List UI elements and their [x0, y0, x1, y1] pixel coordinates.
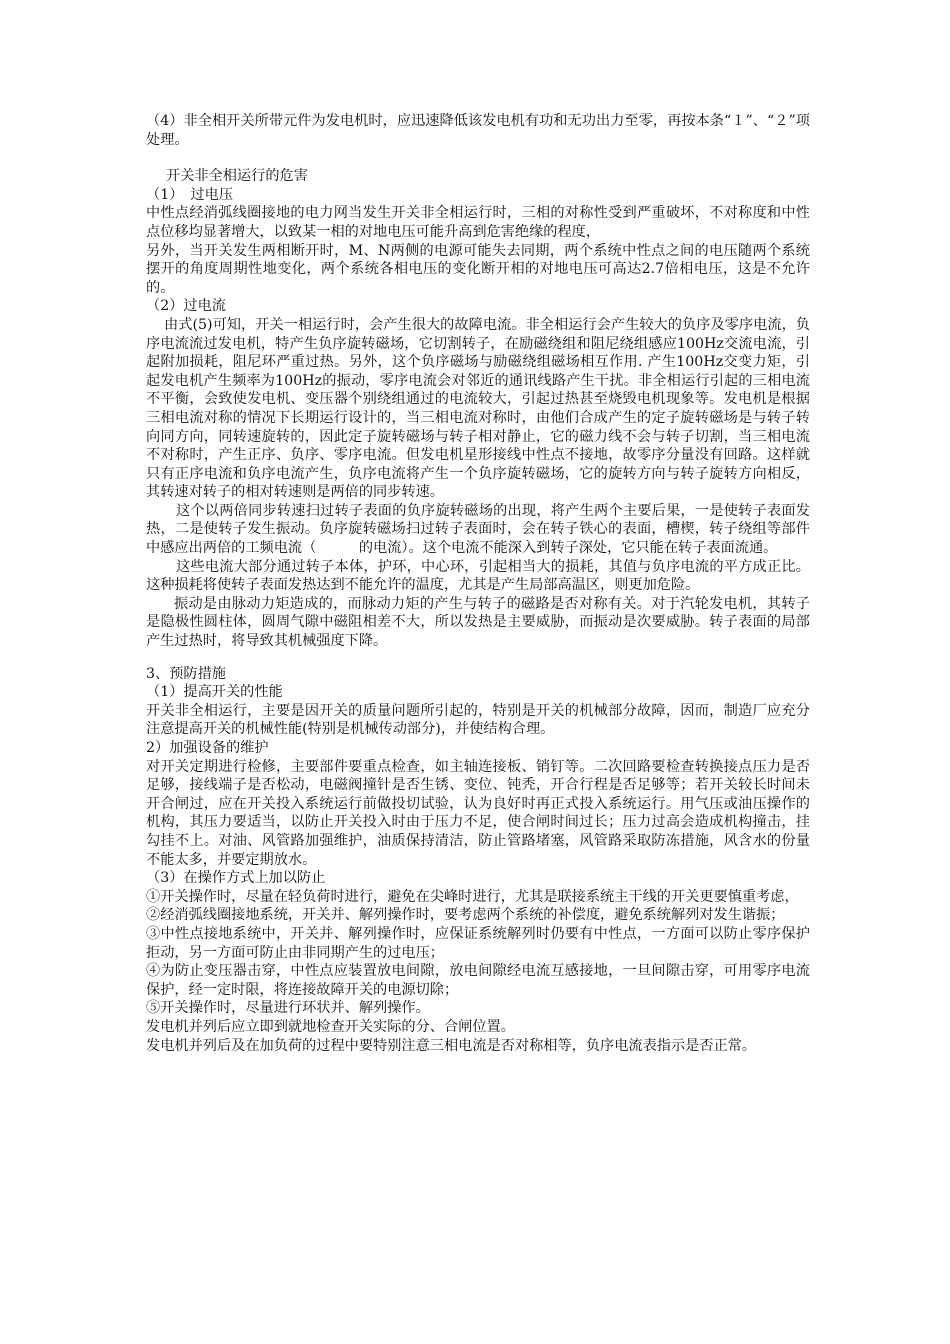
paragraph-overvoltage-1: 中性点经消弧线圈接地的电力网当发生开关非全相运行时，三相的对称性受到严重破坏，不对称度和中性点位移均显著增大，以致某一相的对地电压可能升高到危害绝缘的程度， — [146, 205, 810, 240]
heading-danger: 开关非全相运行的危害 — [166, 168, 308, 185]
paragraph-overcurrent-4: 振动是由脉动力矩造成的，而脉动力矩的产生与转子的磁路是否对称有关。对于汽轮发电机，其转子是隐极性圆柱体，圆周气隙中磁阻相差不大，所以发热是主要威胁，而振动是次要威胁。转子表面的局部产生过热时，将导致其机械强度下降。 — [146, 595, 810, 650]
paragraph-overvoltage-2: 另外，当开关发生两相断开时，M、N两侧的电源可能失去同期，两个系统中性点之间的电压随两个系统摆开的角度周期性地变化，两个系统各相电压的变化断开相的对地电压可高达2.7倍相电压，这是不允许的。 — [146, 242, 810, 296]
paragraph-prevention-1: 开关非全相运行，主要是因开关的质量问题所引起的，特别是开关的机械部分故障，因而，制造厂应充分注意提高开关的机械性能(特别是机械传动部分)，并使结构合理。 — [146, 702, 810, 738]
paragraph-generator-check: 发电机并列后应立即到就地检查开关实际的分、合闸位置。 — [146, 1018, 515, 1035]
paragraph-overcurrent-1: 由式(5)可知，开关一相运行时，会产生很大的故障电流。非全相运行会产生较大的负序及零序电流，负序电流流过发电机，特产生负序旋转磁场，它切割转子，在励磁绕组和阻尼绕组感应100Hz交流电流，引起附加损耗，阻尼环严重过热。另外，这个负序磁场与励磁绕组磁场相互作用. 产生100Hz交变力矩，引起发电机产生频率为100Hz的振动，零序电流会对邻近的通讯线路产生干扰。非全相运行引起的三相电流不平衡，会致使发电机、变压器个别绕组通过的电流较大，引起过热甚至烧毁电机现象等。发电机是根据三相电流对称的情况下长期运行设计的，当三相电流对称时，由他们合成产生的定子旋转磁场是与转子转向同方向，同转速旋转的，因此定子旋转磁场与转子相对静止，它的磁力线不会与转子切割，当三相电流不对称时，产生正序、负序、零序电流。但发电机星形接线中性点不接地，故零序分量没有回路。这样就只有正序电流和负序电流产生，负序电流将产生一个负序旋转磁场，它的旋转方向与转子旋转方向相反，其转速对转子的相对转速则是两倍的同步转速。 — [146, 316, 810, 501]
paragraph-prevention-2: 对开关定期进行检修，主要部件要重点检查，如主轴连接板、销钉等。二次回路要检查转换接点压力是否足够，接线端子是否松动，电磁阀撞针是否生锈、变位、钝秃，开合行程是否足够等；若开关较长时间未开合闸过，应在开关投入系统运行前做投切试验，认为良好时再正式投入系统运行。用气压或油压操作的机构，其压力要适当，以防止开关投入时由于压力不足，使合闸时间过长；压力过高会造成机构撞击，挂勾挂不上。对油、风管路加强维护，油质保持清洁，防止管路堵塞，风管路采取防冻措施，风含水的份量不能太多，并要定期放水。 — [146, 758, 810, 868]
heading-overvoltage: （1） 过电压 — [146, 186, 234, 203]
heading-prevention-3: （3）在操作方式上加以防止 — [146, 870, 326, 887]
heading-prevention-2: 2）加强设备的维护 — [146, 740, 269, 756]
heading-overcurrent: （2）过电流 — [146, 298, 226, 315]
paragraph-overcurrent-2: 这个以两倍同步转速扫过转子表面的负序旋转磁场的出现，将产生两个主要后果，一是使转子表面发热，二是使转子发生振动。负序旋转磁场扫过转子表面时，会在转子铁心的表面，槽楔，转子绕组等部件中感应出两倍的工频电流（ 的电流）。这个电流不能深入到转子深处，它只能在转子表面流通。 — [146, 502, 810, 557]
heading-prevention-1: （1）提高开关的性能 — [146, 684, 283, 701]
paragraph-overcurrent-3: 这些电流大部分通过转子本体，护环，中心环，引起相当大的损耗，其值与负序电流的平方成正比。这种损耗将使转子表面发热达到不能允许的温度，尤其是产生局部高温区，则更加危险。 — [146, 558, 810, 594]
document-page — [146, 112, 810, 1055]
paragraph-item-4: （4）非全相开关所带元件为发电机时，应迅速降低该发电机有功和无功出力至零，再按本条“１”、“２”项处理。 — [146, 113, 810, 148]
heading-prevention: 3、预防措施 — [146, 665, 226, 682]
list-item-operation-3: ③中性点接地系统中，开关并、解列操作时，应保证系统解列时仍要有中性点，一方面可以防止零序保护拒动，另一方面可防止由非同期产生的过电压； — [146, 925, 810, 961]
list-item-operation-4: ④为防止变压器击穿，中性点应装置放电间隙，放电间隙经电流互感接地，一旦间隙击穿，可用零序电流保护，经一定时限，将连接故障开关的电源切除； — [146, 963, 810, 998]
list-item-operation-5: ⑤开关操作时，尽量进行环状并、解列操作。 — [146, 1000, 430, 1017]
list-item-operation-1: ①开关操作时，尽量在轻负荷时进行，避免在尖峰时进行，尤其是联接系统主干线的开关更要慎重考虑， — [146, 888, 799, 905]
paragraph-generator-current: 发电机并列后及在加负荷的过程中要特别注意三相电流是否对称相等，负序电流表指示是否正常。 — [146, 1037, 757, 1054]
list-item-operation-2: ②经消弧线圈接地系统，开关并、解列操作时，要考虑两个系统的补偿度，避免系统解列对发生谐振； — [146, 907, 785, 924]
